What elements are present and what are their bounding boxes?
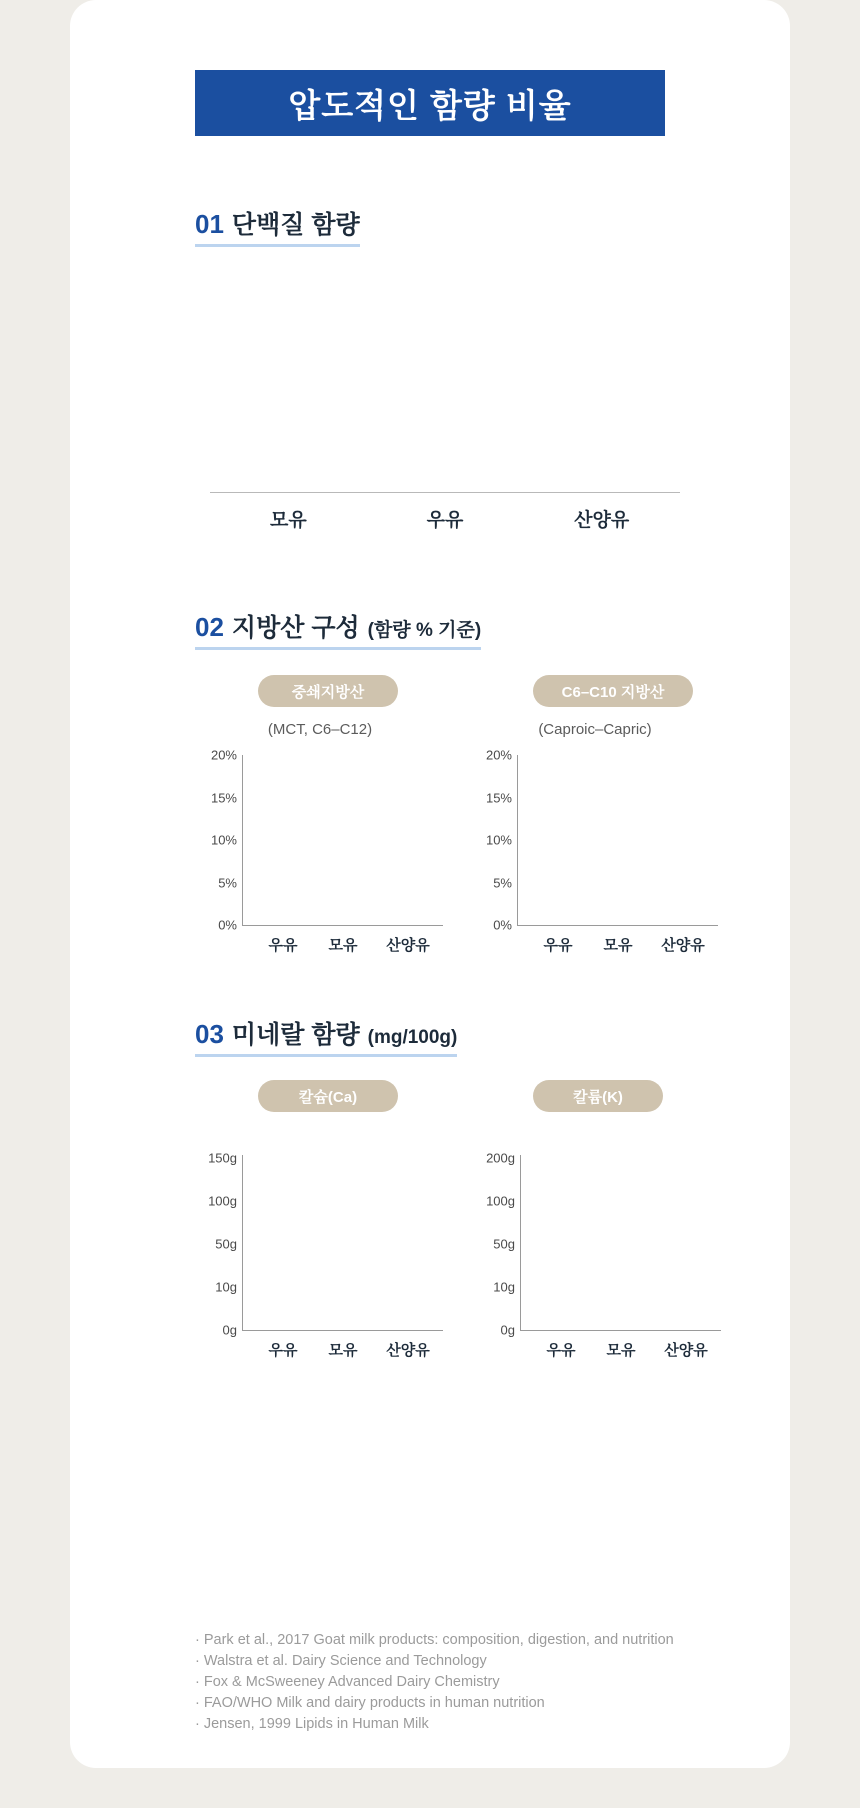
y-axis-tick: 100g xyxy=(486,1193,515,1209)
chart-category-label: 우유 xyxy=(426,510,464,531)
footnote-item: · FAO/WHO Milk and dairy products in human nutrition xyxy=(195,1695,545,1712)
x-axis-category: 우유 xyxy=(543,937,573,954)
y-axis-tick: 20% xyxy=(210,747,237,763)
x-axis-category: 우유 xyxy=(268,1342,298,1359)
y-axis-tick: 10g xyxy=(493,1279,515,1295)
chart-protein-content xyxy=(210,255,680,555)
section-number: 03 xyxy=(195,1019,224,1049)
x-axis-category: 우유 xyxy=(268,937,298,954)
chart-subtitle: (MCT, C6–C12) xyxy=(267,721,373,738)
y-axis-tick: 10% xyxy=(210,832,237,848)
y-axis-tick: 20% xyxy=(485,747,512,763)
footnote-item: · Walstra et al. Dairy Science and Technology xyxy=(195,1653,487,1670)
y-axis-tick: 15% xyxy=(210,790,237,805)
footnote-item: · Park et al., 2017 Goat milk products: composition, digestion, and nutrition xyxy=(195,1632,674,1648)
chart-pill-label: 칼륨(K) xyxy=(533,1080,663,1112)
x-axis-category: 모유 xyxy=(328,937,358,954)
chart-c6-c10-fatty-acid xyxy=(465,675,725,965)
y-axis-tick: 200g xyxy=(486,1150,515,1166)
section-heading-mineral xyxy=(195,1015,457,1057)
chart-subtitle: (Caproic–Capric) xyxy=(538,721,652,738)
footnote-item: · Fox & McSweeney Advanced Dairy Chemistry xyxy=(195,1674,500,1691)
chart-category-label: 모유 xyxy=(269,510,307,531)
chart-mct-fatty-acid xyxy=(190,675,450,965)
chart-category-label: 산양유 xyxy=(574,510,630,531)
y-axis-tick: 0g xyxy=(222,1322,237,1338)
y-axis-tick: 0g xyxy=(500,1322,515,1338)
chart-baseline xyxy=(210,492,680,493)
y-axis-tick: 15% xyxy=(485,790,512,805)
y-axis-tick: 10g xyxy=(215,1279,237,1295)
section-heading-protein xyxy=(195,205,360,247)
chart-pill-label: 칼슘(Ca) xyxy=(258,1080,398,1112)
section-title: 미네랄 함량 xyxy=(231,1021,360,1049)
chart-plot-area xyxy=(210,747,443,954)
x-axis-category: 산양유 xyxy=(661,937,705,954)
chart-potassium xyxy=(465,1080,725,1380)
page-title-banner xyxy=(195,70,665,136)
x-axis-category: 모유 xyxy=(328,1342,358,1359)
chart-plot-area xyxy=(208,1150,443,1359)
footnote-item: · Jensen, 1999 Lipids in Human Milk xyxy=(195,1716,429,1733)
footnote-list xyxy=(195,1630,795,1735)
section-heading-fatty-acid xyxy=(195,608,481,650)
y-axis-tick: 5% xyxy=(493,875,512,890)
section-title: 지방산 구성 xyxy=(231,614,360,642)
x-axis-category: 모유 xyxy=(603,937,633,954)
y-axis-tick: 150g xyxy=(208,1150,237,1166)
y-axis-tick: 10% xyxy=(485,832,512,848)
chart-calcium xyxy=(190,1080,450,1380)
section-subtitle: (mg/100g) xyxy=(367,1027,458,1048)
y-axis-tick: 5% xyxy=(218,875,237,890)
x-axis-category: 산양유 xyxy=(664,1342,708,1359)
content-card xyxy=(70,0,790,1768)
section-number: 01 xyxy=(195,209,224,239)
chart-plot-area xyxy=(486,1150,721,1359)
chart-plot-area xyxy=(485,747,718,954)
page-title: 압도적인 함량 비율 xyxy=(288,86,572,124)
y-axis-tick: 100g xyxy=(208,1193,237,1209)
chart-pill-label: C6–C10 지방산 xyxy=(533,675,693,707)
y-axis-tick: 0% xyxy=(218,917,237,933)
section-number: 02 xyxy=(195,612,224,642)
y-axis-tick: 50g xyxy=(215,1236,237,1252)
x-axis-category: 우유 xyxy=(546,1342,576,1359)
x-axis-category: 모유 xyxy=(606,1342,636,1359)
x-axis-category: 산양유 xyxy=(386,1342,430,1359)
chart-pill-label: 중쇄지방산 xyxy=(258,675,398,707)
y-axis-tick: 50g xyxy=(493,1236,515,1252)
y-axis-tick: 0% xyxy=(493,917,512,933)
chart-category-row xyxy=(210,505,680,532)
x-axis-category: 산양유 xyxy=(386,937,430,954)
section-title: 단백질 함량 xyxy=(231,211,360,239)
section-subtitle: (함량 % 기준) xyxy=(367,620,482,641)
